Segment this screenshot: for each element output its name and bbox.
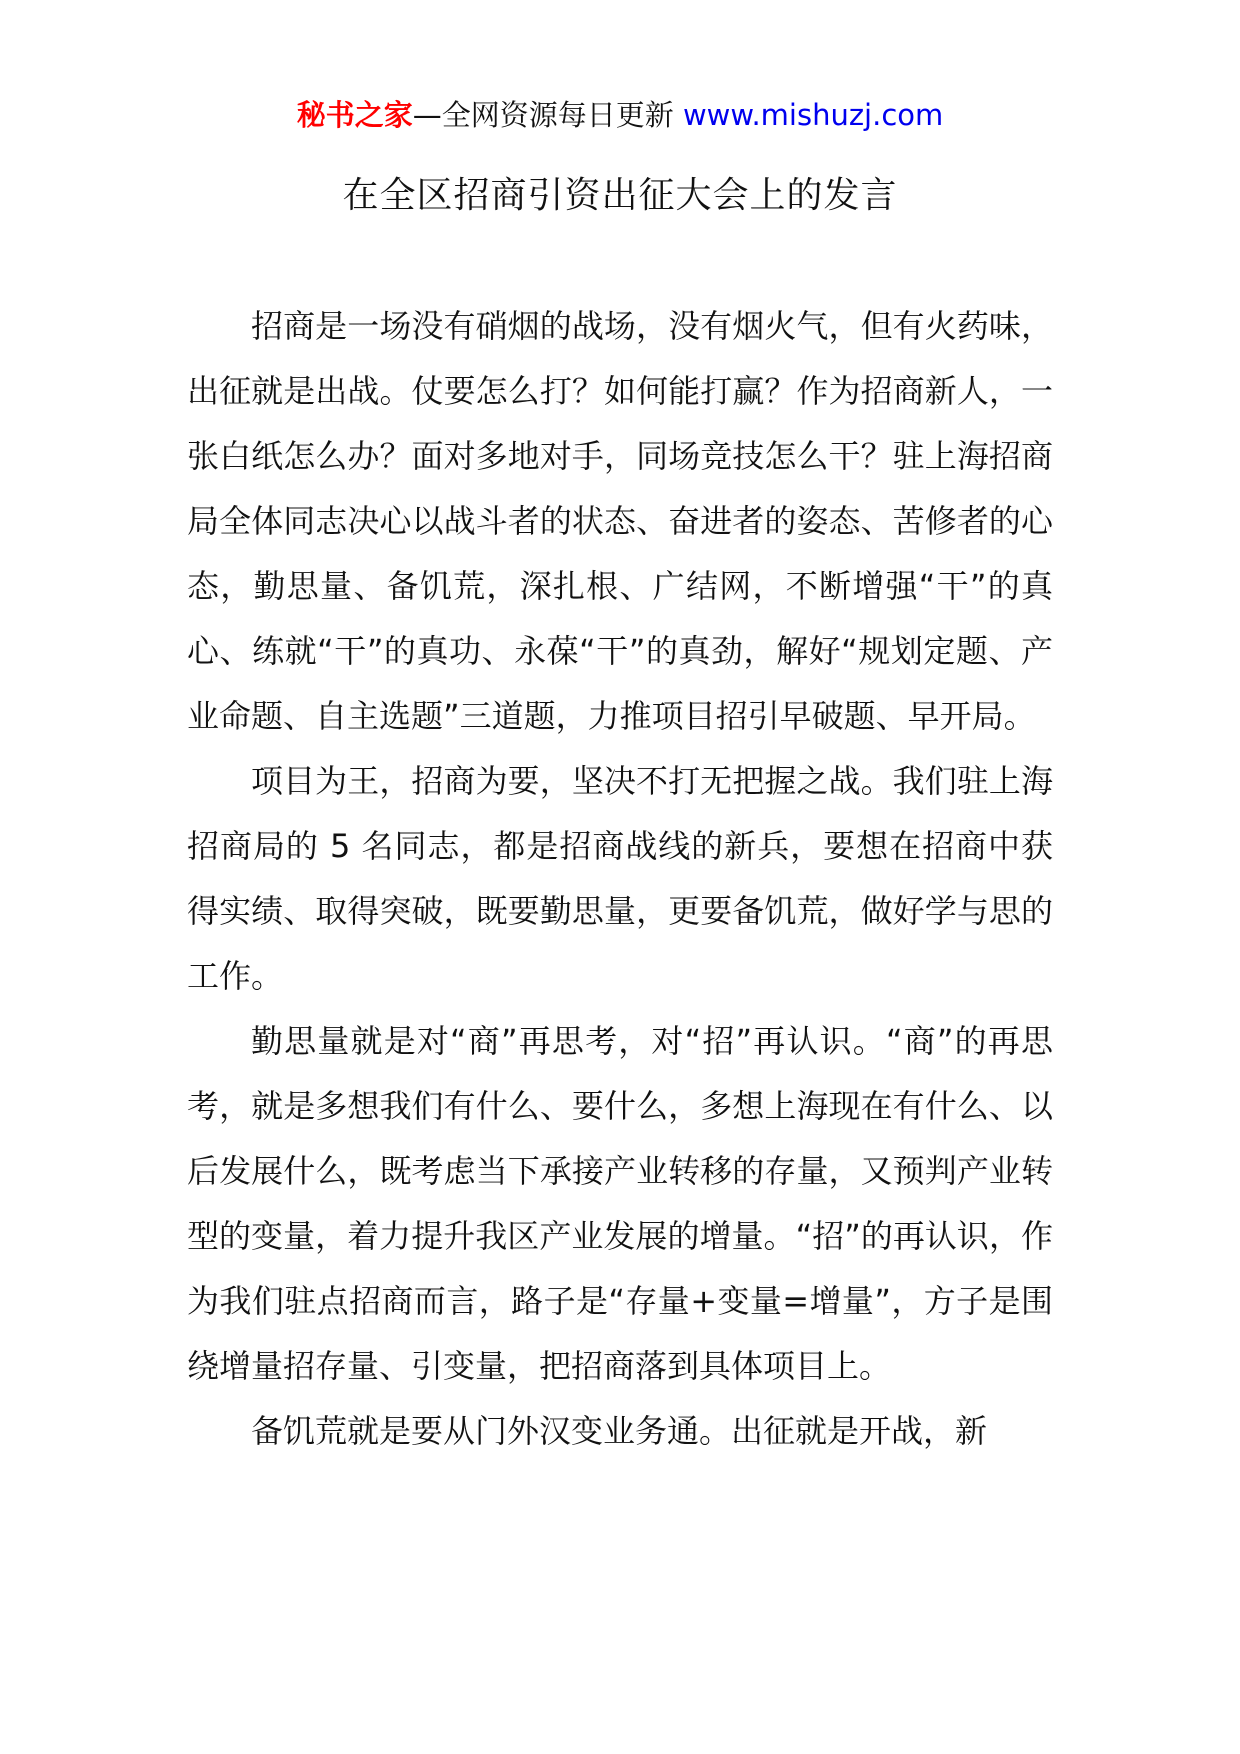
document-body (187, 294, 1053, 1464)
site-tagline: —全网资源每日更新 (412, 98, 674, 132)
paragraph: 项目为王，招商为要，坚决不打无把握之战。我们驻上海招商局的 5 名同志，都是招商战线的新兵，要想在招商中获得实绩、取得突破，既要勤思量，更要备饥荒，做好学与思的工作。 (187, 762, 1053, 995)
site-brand: 秘书之家 (296, 98, 413, 132)
paragraph: 勤思量就是对“商”再思考，对“招”再认识。“商”的再思考，就是多想我们有什么、要什么，多想上海现在有什么、以后发展什么，既考虑当下承接产业转移的存量，又预判产业转型的变量，着力提升我区产业发展的增量。“招”的再认识，作为我们驻点招商而言，路子是“存量+变量=增量”，方子是围绕增量招存量、引变量，把招商落到具体项目上。 (187, 1022, 1053, 1385)
document-title: 在全区招商引资出征大会上的发言 (342, 175, 898, 216)
paragraph: 备饥荒就是要从门外汉变业务通。出征就是开战，新 (251, 1412, 988, 1450)
site-header (0, 95, 1240, 135)
paragraph: 招商是一场没有硝烟的战场，没有烟火气，但有火药味，出征就是出战。仗要怎么打？如何能打赢？作为招商新人，一张白纸怎么办？面对多地对手，同场竞技怎么干？驻上海招商局全体同志决心以战斗者的状态、奋进者的姿态、苦修者的心态，勤思量、备饥荒，深扎根、广结网，不断增强“干”的真心、练就“干”的真功、永葆“干”的真劲，解好“规划定题、产业命题、自主选题”三道题，力推项目招引早破题、早开局。 (187, 307, 1053, 735)
site-url-link[interactable]: www.mishuzj.com (682, 98, 944, 132)
